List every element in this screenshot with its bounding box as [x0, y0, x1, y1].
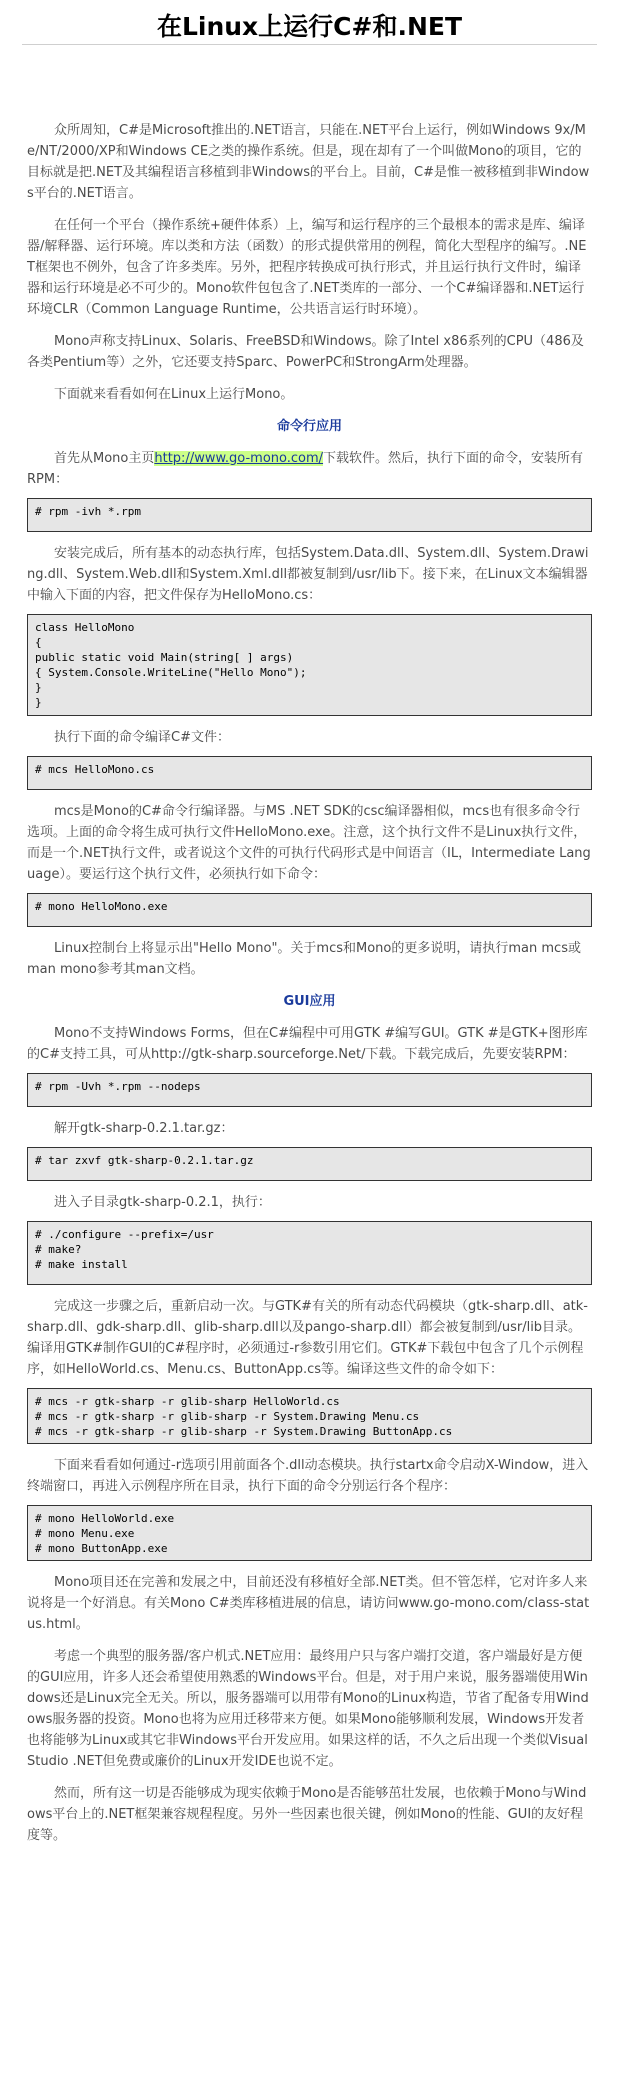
paragraph: 下面来看看如何通过-r选项引用前面各个.dll动态模块。执行startx命令启动X-Window，进入终端窗口，再进入示例程序所在目录，执行下面的命令分别运行各个程序： — [27, 1458, 589, 1494]
code-block: # mono HelloWorld.exe # mono Menu.exe # mono ButtonApp.exe — [27, 1505, 592, 1561]
code-block: # mcs HelloMono.cs — [27, 756, 592, 790]
code-block: # mcs -r gtk-sharp -r glib-sharp HelloWorld.cs # mcs -r gtk-sharp -r glib-sharp -r System.Drawing Menu.cs # mcs -r gtk-sharp -r glib-sharp -r System.Drawing ButtonApp.cs — [27, 1388, 592, 1444]
paragraph-text: 下载软件。然后，执行下面的命令，安装所有RPM： — [27, 451, 584, 487]
paragraph: Linux控制台上将显示出"Hello Mono"。关于mcs和Mono的更多说明，请执行man mcs或man mono参考其man文档。 — [27, 941, 581, 977]
mono-homepage-link[interactable]: http://www.go-mono.com/ — [154, 451, 324, 466]
paragraph: 执行下面的命令编译C#文件： — [54, 730, 230, 745]
paragraph — [27, 448, 592, 490]
title-divider — [22, 44, 597, 45]
paragraph: 众所周知，C#是Microsoft推出的.NET语言，只能在.NET平台上运行，例如Windows 9x/Me/NT/2000/XP和Windows CE之类的操作系统。但是，现在却有了一个叫做Mono的项目，它的目标就是把.NET及其编程语言移植到非Windows的平台上。目前，C#是惟一被移植到非Windows平台的.NET语言。 — [27, 123, 590, 201]
paragraph-text: 首先从Mono主页 — [54, 451, 155, 466]
article-body — [0, 120, 619, 1846]
article-title: 在Linux上运行C#和.NET — [156, 12, 463, 41]
paragraph: 下面就来看看如何在Linux上运行Mono。 — [54, 387, 294, 402]
paragraph: 考虑一个典型的服务器/客户机式.NET应用：最终用户只与客户端打交道，客户端最好是方便的GUI应用，许多人还会希望使用熟悉的Windows平台。但是，对于用户来说，服务器端使用Windows还是Linux完全无关。所以，服务器端可以用带有Mono的Linux构造，节省了配备专用Windows服务器的投资。Mono也将为应用迁移带来方便。如果Mono能够顺利发展，Windows开发者也将能够为Linux或其它非Windows平台开发应用。如果这样的话，不久之后出现一个类似Visual Studio .NET但免费或廉价的Linux开发IDE也说不定。 — [27, 1649, 589, 1769]
paragraph: Mono项目还在完善和发展之中，目前还没有移植好全部.NET类。但不管怎样，它对许多人来说将是一个好消息。有关Mono C#类库移植进展的信息，请访问www.go-mono.com/class-status.html。 — [27, 1575, 590, 1632]
code-block: # tar zxvf gtk-sharp-0.2.1.tar.gz — [27, 1147, 592, 1181]
code-block: class HelloMono { public static void Main(string[ ] args) { System.Console.WriteLine("Hello Mono"); } } — [27, 614, 592, 716]
paragraph: 在任何一个平台（操作系统+硬件体系）上，编写和运行程序的三个最根本的需求是库、编译器/解释器、运行环境。库以类和方法（函数）的形式提供常用的例程，简化大型程序的编写。.NET框架也不例外，包含了许多类库。另外，把程序转换成可执行形式，并且运行执行文件时，编译器和运行环境是必不可少的。Mono软件包包含了.NET类库的一部分、一个C#编译器和.NET运行环境CLR（Common Language Runtime，公共语言运行时环境）。 — [27, 218, 587, 317]
paragraph: 完成这一步骤之后，重新启动一次。与GTK#有关的所有动态代码模块（gtk-sharp.dll、atk-sharp.dll、gdk-sharp.dll、glib-sharp.dll以及pango-sharp.dll）都会被复制到/usr/lib目录。编译用GTK#制作GUI的C#程序时，必须通过-r参数引用它们。GTK#下载包中包含了几个示例程序，如HelloWorld.cs、Menu.cs、ButtonApp.cs等。编译这些文件的命令如下： — [27, 1299, 589, 1377]
paragraph: 然而，所有这一切是否能够成为现实依赖于Mono是否能够茁壮发展，也依赖于Mono与Windows平台上的.NET框架兼容规程程度。另外一些因素也很关键，例如Mono的性能、GUI的友好程度等。 — [27, 1786, 587, 1843]
code-block: # mono HelloMono.exe — [27, 893, 592, 927]
paragraph: 解开gtk-sharp-0.2.1.tar.gz： — [54, 1121, 234, 1136]
paragraph: Mono不支持Windows Forms，但在C#编程中可用GTK #编写GUI。GTK #是GTK+图形库的C#支持工具，可从http://gtk-sharp.sourceforge.Net/下载。下载完成后，先要安装RPM： — [27, 1026, 588, 1062]
paragraph: 进入子目录gtk-sharp-0.2.1，执行： — [54, 1195, 271, 1210]
paragraph: 安装完成后，所有基本的动态执行库，包括System.Data.dll、System.dll、System.Drawing.dll、System.Web.dll和System.Xml.dll都被复制到/usr/lib下。接下来，在Linux文本编辑器中输入下面的内容，把文件保存为HelloMono.cs： — [27, 546, 589, 603]
paragraph: Mono声称支持Linux、Solaris、FreeBSD和Windows。除了Intel x86系列的CPU（486及各类Pentium等）之外，它还要支持Sparc、PowerPC和StrongArm处理器。 — [27, 334, 584, 370]
section-heading-gui: GUI应用 — [283, 994, 336, 1009]
code-block: # ./configure --prefix=/usr # make? # make install — [27, 1221, 592, 1285]
paragraph: mcs是Mono的C#命令行编译器。与MS .NET SDK的csc编译器相似，mcs也有很多命令行选项。上面的命令将生成可执行文件HelloMono.exe。注意，这个执行文件不是Linux执行文件，而是一个.NET执行文件，或者说这个文件的可执行代码形式是中间语言（IL，Intermediate Language）。要运行这个执行文件，必须执行如下命令： — [27, 804, 591, 882]
code-block: # rpm -Uvh *.rpm --nodeps — [27, 1073, 592, 1107]
code-block: # rpm -ivh *.rpm — [27, 498, 592, 532]
section-heading-cmd: 命令行应用 — [276, 419, 342, 434]
